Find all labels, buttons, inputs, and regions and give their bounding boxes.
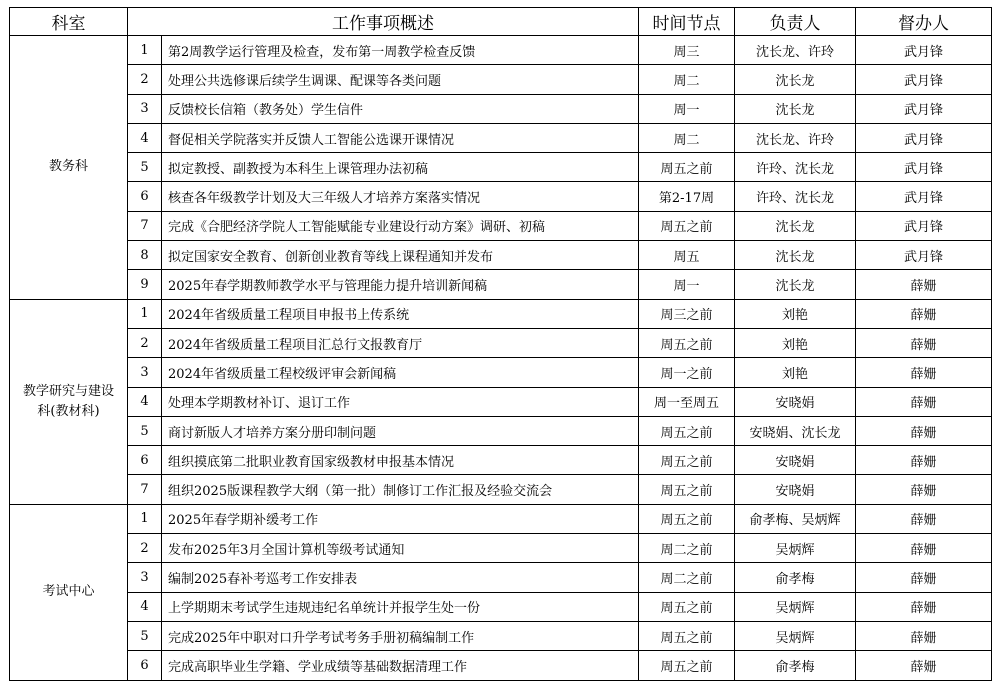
time-node: 周五之前 <box>639 211 735 240</box>
row-number: 3 <box>128 94 162 123</box>
supervisor-cell: 武月锋 <box>856 182 992 211</box>
supervisor-cell: 武月锋 <box>856 36 992 65</box>
row-number: 2 <box>128 534 162 563</box>
owner-cell: 沈长龙 <box>735 270 856 299</box>
supervisor-cell: 薛姗 <box>856 621 992 650</box>
supervisor-cell: 薛姗 <box>856 270 992 299</box>
table-row <box>10 504 992 533</box>
time-node: 第2-17周 <box>639 182 735 211</box>
owner-cell: 沈长龙、许玲 <box>735 36 856 65</box>
task-description: 2024年省级质量工程项目汇总行文报教育厅 <box>162 328 639 357</box>
time-node: 周五 <box>639 241 735 270</box>
time-node: 周五之前 <box>639 651 735 680</box>
time-node: 周五之前 <box>639 592 735 621</box>
owner-cell: 许玲、沈长龙 <box>735 182 856 211</box>
header-row <box>10 8 992 36</box>
table-row <box>10 446 992 475</box>
task-description: 2025年春学期教师教学水平与管理能力提升培训新闻稿 <box>162 270 639 299</box>
table-row <box>10 651 992 680</box>
row-number: 4 <box>128 387 162 416</box>
row-number: 6 <box>128 446 162 475</box>
row-number: 6 <box>128 651 162 680</box>
row-number: 1 <box>128 504 162 533</box>
supervisor-cell: 薛姗 <box>856 328 992 357</box>
owner-cell: 吴炳辉 <box>735 621 856 650</box>
table-row <box>10 270 992 299</box>
row-number: 6 <box>128 182 162 211</box>
owner-cell: 俞孝梅 <box>735 563 856 592</box>
supervisor-cell: 薛姗 <box>856 651 992 680</box>
owner-cell: 沈长龙 <box>735 65 856 94</box>
row-number: 3 <box>128 563 162 592</box>
task-description: 2025年春学期补缓考工作 <box>162 504 639 533</box>
department-cell: 教学研究与建设科(教材科) <box>10 299 128 504</box>
owner-cell: 吴炳辉 <box>735 534 856 563</box>
owner-cell: 刘艳 <box>735 358 856 387</box>
header-supervisor: 督办人 <box>856 8 992 36</box>
supervisor-cell: 薛姗 <box>856 416 992 445</box>
task-description: 核查各年级教学计划及大三年级人才培养方案落实情况 <box>162 182 639 211</box>
task-description: 组织摸底第二批职业教育国家级教材申报基本情况 <box>162 446 639 475</box>
table-row <box>10 387 992 416</box>
task-description: 2024年省级质量工程项目申报书上传系统 <box>162 299 639 328</box>
supervisor-cell: 武月锋 <box>856 153 992 182</box>
supervisor-cell: 薛姗 <box>856 358 992 387</box>
task-description: 处理本学期教材补订、退订工作 <box>162 387 639 416</box>
supervisor-cell: 武月锋 <box>856 241 992 270</box>
time-node: 周五之前 <box>639 446 735 475</box>
row-number: 1 <box>128 36 162 65</box>
task-description: 组织2025版课程教学大纲（第一批）制修订工作汇报及经验交流会 <box>162 475 639 504</box>
row-number: 5 <box>128 153 162 182</box>
time-node: 周一 <box>639 94 735 123</box>
row-number: 5 <box>128 416 162 445</box>
owner-cell: 沈长龙、许玲 <box>735 123 856 152</box>
row-number: 2 <box>128 328 162 357</box>
table-row <box>10 358 992 387</box>
task-description: 商讨新版人才培养方案分册印制问题 <box>162 416 639 445</box>
supervisor-cell: 武月锋 <box>856 65 992 94</box>
row-number: 7 <box>128 211 162 240</box>
table-row <box>10 65 992 94</box>
time-node: 周二之前 <box>639 563 735 592</box>
row-number: 7 <box>128 475 162 504</box>
table-row <box>10 36 992 65</box>
table-row <box>10 328 992 357</box>
row-number: 4 <box>128 592 162 621</box>
time-node: 周五之前 <box>639 475 735 504</box>
supervisor-cell: 薛姗 <box>856 592 992 621</box>
supervisor-cell: 薛姗 <box>856 475 992 504</box>
row-number: 3 <box>128 358 162 387</box>
supervisor-cell: 武月锋 <box>856 211 992 240</box>
owner-cell: 刘艳 <box>735 328 856 357</box>
time-node: 周五之前 <box>639 416 735 445</box>
owner-cell: 俞孝梅 <box>735 651 856 680</box>
task-description: 2024年省级质量工程校级评审会新闻稿 <box>162 358 639 387</box>
table-row <box>10 182 992 211</box>
task-description: 完成高职毕业生学籍、学业成绩等基础数据清理工作 <box>162 651 639 680</box>
supervisor-cell: 薛姗 <box>856 387 992 416</box>
owner-cell: 俞孝梅、吴炳辉 <box>735 504 856 533</box>
table-row <box>10 211 992 240</box>
supervisor-cell: 薛姗 <box>856 534 992 563</box>
task-description: 拟定教授、副教授为本科生上课管理办法初稿 <box>162 153 639 182</box>
table-row <box>10 621 992 650</box>
task-description: 完成2025年中职对口升学考试考务手册初稿编制工作 <box>162 621 639 650</box>
supervisor-cell: 武月锋 <box>856 123 992 152</box>
time-node: 周一至周五 <box>639 387 735 416</box>
task-description: 反馈校长信箱（教务处）学生信件 <box>162 94 639 123</box>
table-row <box>10 94 992 123</box>
owner-cell: 沈长龙 <box>735 94 856 123</box>
time-node: 周五之前 <box>639 153 735 182</box>
owner-cell: 安晓娟 <box>735 446 856 475</box>
owner-cell: 沈长龙 <box>735 211 856 240</box>
table-row <box>10 592 992 621</box>
time-node: 周一之前 <box>639 358 735 387</box>
header-department: 科室 <box>10 8 128 36</box>
time-node: 周二 <box>639 65 735 94</box>
task-description: 督促相关学院落实并反馈人工智能公选课开课情况 <box>162 123 639 152</box>
row-number: 1 <box>128 299 162 328</box>
table-row <box>10 241 992 270</box>
table-row <box>10 563 992 592</box>
supervisor-cell: 薛姗 <box>856 299 992 328</box>
department-cell: 考试中心 <box>10 504 128 680</box>
table-row <box>10 534 992 563</box>
time-node: 周三 <box>639 36 735 65</box>
task-description: 编制2025春补考巡考工作安排表 <box>162 563 639 592</box>
supervisor-cell: 薛姗 <box>856 563 992 592</box>
table-row <box>10 299 992 328</box>
task-description: 完成《合肥经济学院人工智能赋能专业建设行动方案》调研、初稿 <box>162 211 639 240</box>
header-owner: 负责人 <box>735 8 856 36</box>
owner-cell: 刘艳 <box>735 299 856 328</box>
row-number: 5 <box>128 621 162 650</box>
table-row <box>10 123 992 152</box>
owner-cell: 安晓娟、沈长龙 <box>735 416 856 445</box>
task-description: 拟定国家安全教育、创新创业教育等线上课程通知并发布 <box>162 241 639 270</box>
table-row <box>10 475 992 504</box>
header-description: 工作事项概述 <box>128 8 639 36</box>
row-number: 2 <box>128 65 162 94</box>
time-node: 周五之前 <box>639 328 735 357</box>
owner-cell: 安晓娟 <box>735 387 856 416</box>
time-node: 周一 <box>639 270 735 299</box>
task-description: 第2周教学运行管理及检查，发布第一周教学检查反馈 <box>162 36 639 65</box>
supervisor-cell: 薛姗 <box>856 504 992 533</box>
time-node: 周二 <box>639 123 735 152</box>
row-number: 4 <box>128 123 162 152</box>
task-description: 发布2025年3月全国计算机等级考试通知 <box>162 534 639 563</box>
row-number: 8 <box>128 241 162 270</box>
time-node: 周五之前 <box>639 504 735 533</box>
time-node: 周五之前 <box>639 621 735 650</box>
table-row <box>10 153 992 182</box>
time-node: 周三之前 <box>639 299 735 328</box>
work-plan-table <box>9 7 992 681</box>
owner-cell: 许玲、沈长龙 <box>735 153 856 182</box>
supervisor-cell: 薛姗 <box>856 446 992 475</box>
row-number: 9 <box>128 270 162 299</box>
department-cell: 教务科 <box>10 36 128 300</box>
table-row <box>10 416 992 445</box>
supervisor-cell: 武月锋 <box>856 94 992 123</box>
time-node: 周二之前 <box>639 534 735 563</box>
owner-cell: 沈长龙 <box>735 241 856 270</box>
task-description: 上学期期末考试学生违规违纪名单统计并报学生处一份 <box>162 592 639 621</box>
table-body <box>10 36 992 681</box>
header-time: 时间节点 <box>639 8 735 36</box>
owner-cell: 吴炳辉 <box>735 592 856 621</box>
task-description: 处理公共选修课后续学生调课、配课等各类问题 <box>162 65 639 94</box>
owner-cell: 安晓娟 <box>735 475 856 504</box>
